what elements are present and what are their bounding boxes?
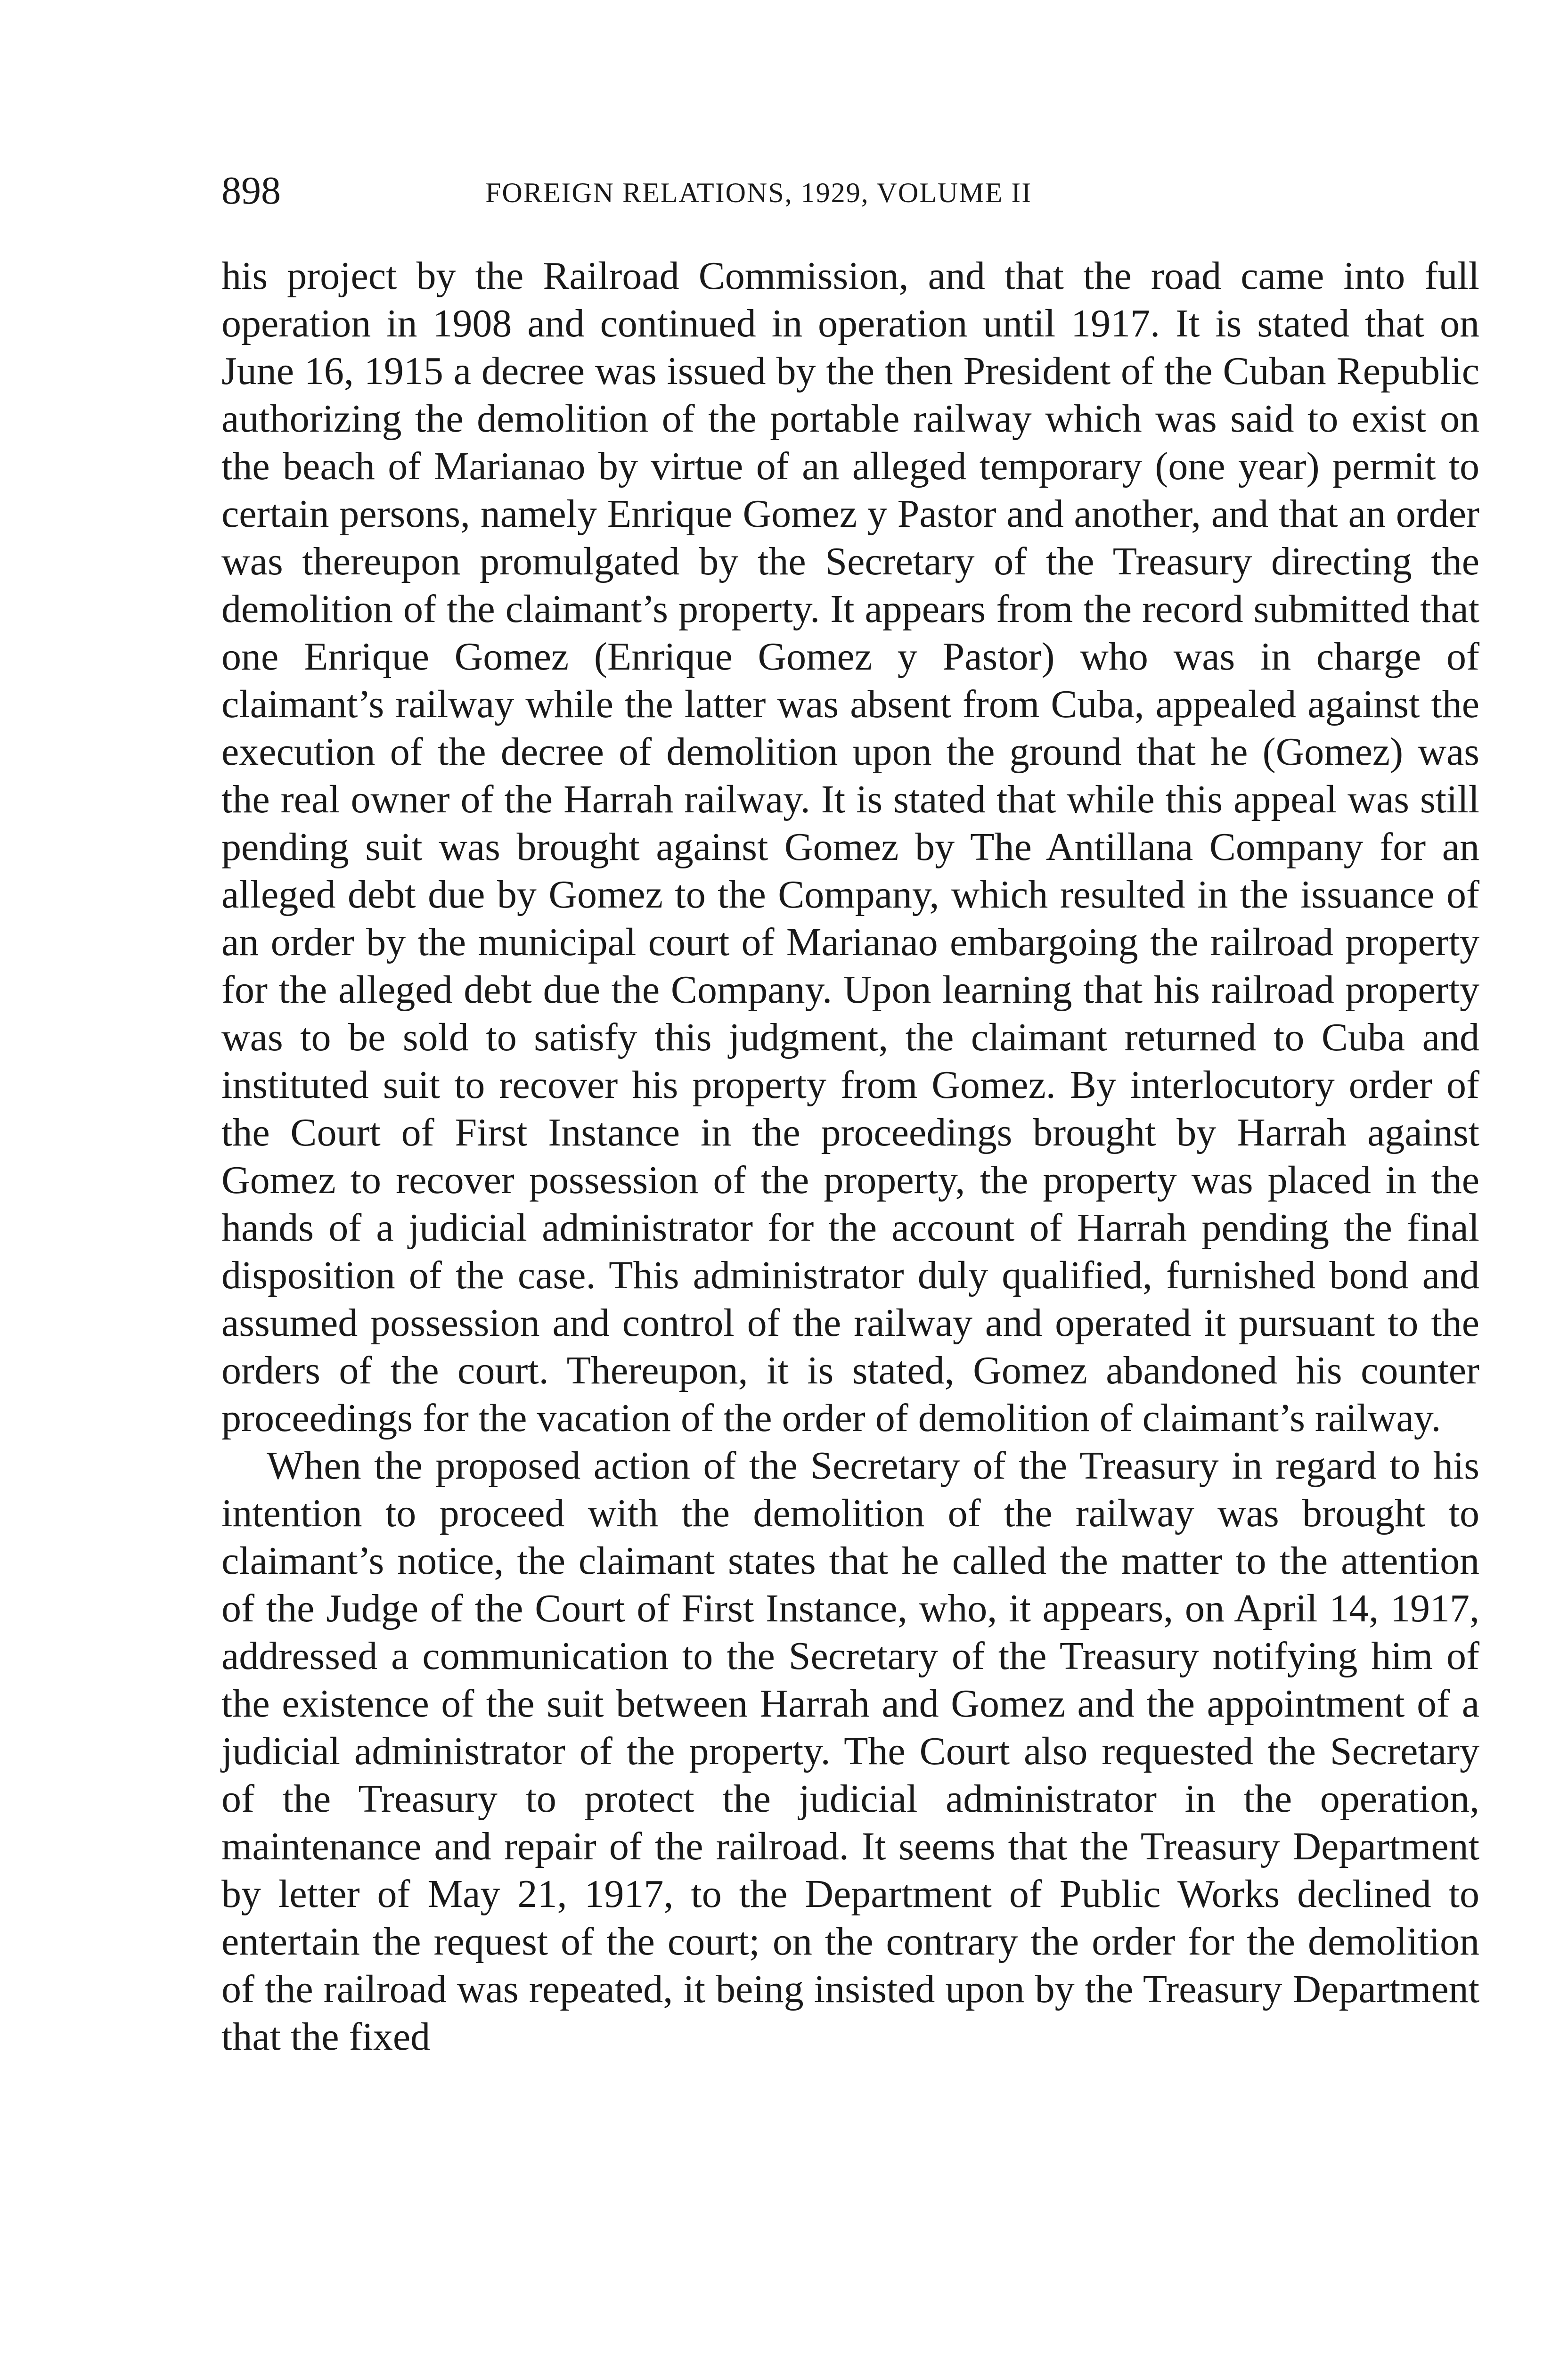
running-head bbox=[221, 167, 1479, 214]
page-number: 898 bbox=[221, 169, 281, 213]
paragraph: When the proposed action of the Secretary of the Treasury in regard to his intention to proceed with the demolition of the railway was brought to claimant’s notice, the claimant states that he called the matter to the attention of the Judge of the Court of First Instance, who, it appears, on April 14, 1917, addressed a communication to the Secretary of the Treasury notifying him of the existence of the suit between Harrah and Gomez and the appointment of a judicial administrator of the property. The Court also requested the Secretary of the Treasury to protect the judicial administrator in the operation, maintenance and repair of the railroad. It seems that the Treasury Department by letter of May 21, 1917, to the Department of Public Works declined to entertain the request of the court; on the contrary the order for the demolition of the railroad was repeated, it being insisted upon by the Treasury Department that the fixed bbox=[221, 1444, 1479, 2059]
body-text bbox=[221, 252, 1479, 2061]
paragraph-continued: his project by the Railroad Commission, and that the road came into full operation in 1908 and continued in operation until 1917. It is stated that on June 16, 1915 a decree was issued by the then President of the Cuban Republic authorizing the demolition of the portable railway which was said to exist on the beach of Marianao by virtue of an alleged temporary (one year) permit to certain persons, namely Enrique Gomez y Pastor and another, and that an order was thereupon promulgated by the Secretary of the Treasury directing the demolition of the claimant’s property. It appears from the record submitted that one Enrique Gomez (Enrique Gomez y Pastor) who was in charge of claimant’s railway while the latter was absent from Cuba, appealed against the execution of the decree of demolition upon the ground that he (Gomez) was the real owner of the Harrah railway. It is stated that while this appeal was still pending suit was brought against Gomez by The Antillana Company for an alleged debt due by Gomez to the Company, which resulted in the issuance of an order by the municipal court of Marianao embargoing the railroad property for the alleged debt due the Company. Upon learning that his railroad property was to be sold to satisfy this judgment, the claimant returned to Cuba and instituted suit to recover his property from Gomez. By interlocutory order of the Court of First Instance in the proceedings brought by Harrah against Gomez to recover possession of the property, the property was placed in the hands of a judicial administrator for the account of Harrah pending the final disposition of the case. This administrator duly qualified, furnished bond and assumed possession and control of the railway and operated it pursuant to the orders of the court. Thereupon, it is stated, Gomez abandoned his counter proceedings for the vacation of the order of demolition of claimant’s railway. bbox=[221, 254, 1479, 1440]
header-title: FOREIGN RELATIONS, 1929, VOLUME II bbox=[485, 177, 1032, 208]
